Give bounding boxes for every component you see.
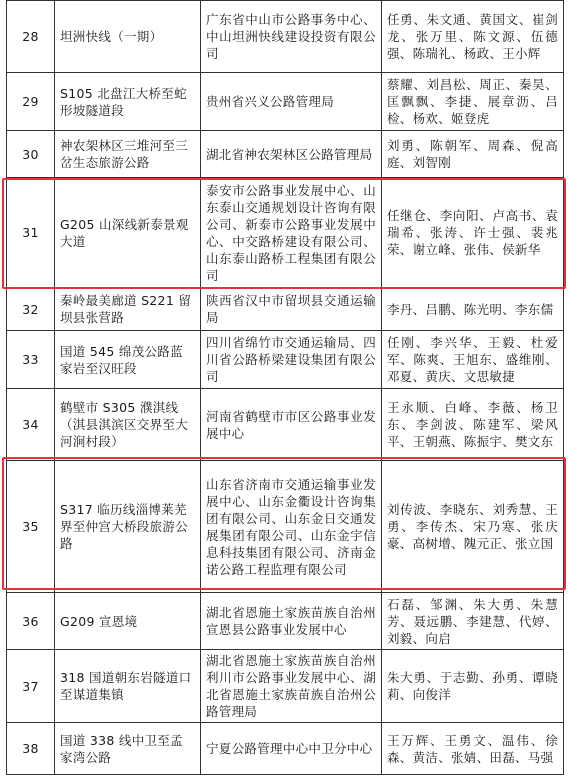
row-number: 28	[7, 1, 55, 73]
table-row	[7, 73, 564, 131]
table-row-highlighted	[7, 461, 564, 593]
personnel-list: 任继仓、李向阳、卢高书、袁瑞希、张涛、许士强、裴兆荣、谢立峰、张伟、侯新华	[382, 178, 564, 288]
project-name: 国道 545 绵茂公路蓝家岩至汉旺段	[55, 331, 201, 389]
table-row	[7, 1, 564, 73]
project-name: 鹤壁市 S305 濮淇线（淇县淇滨区交界至大河涧村段）	[55, 389, 201, 461]
table-row	[7, 389, 564, 461]
responsible-unit: 河南省鹤壁市市区公路事业发展中心	[201, 389, 382, 461]
personnel-list: 李丹、吕鹏、陈光明、李东儒	[382, 288, 564, 331]
personnel-list: 任勇、朱文通、黄国文、崔剑龙、张万里、陈文源、伍德强、陈瑞礼、杨政、王小辉	[382, 1, 564, 73]
responsible-unit: 贵州省兴义公路管理局	[201, 73, 382, 131]
table-row	[7, 723, 564, 775]
table-row	[7, 331, 564, 389]
responsible-unit: 泰安市公路事业发展中心、山东泰山交通规划设计咨询有限公司、新泰市公路事业发展中心、中交路桥建设有限公司、山东泰山路桥工程集团有限公司	[201, 178, 382, 288]
responsible-unit: 山东省济南市交通运输事业发展中心、山东金衢设计咨询集团有限公司、山东金日交通发展集团有限公司、山东金宇信息科技集团有限公司、济南金诺公路工程监理有限公司	[201, 461, 382, 593]
project-name: G209 宣恩境	[55, 593, 201, 650]
responsible-unit: 宁夏公路管理中心中卫分中心	[201, 723, 382, 775]
table-row	[7, 593, 564, 650]
row-number: 35	[7, 461, 55, 593]
table-row	[7, 650, 564, 723]
personnel-list: 刘勇、陈朝军、周森、倪高庭、刘智刚	[382, 131, 564, 178]
roster-body	[7, 1, 564, 775]
project-name: 神农架林区三堆河至三岔生态旅游公路	[55, 131, 201, 178]
row-number: 37	[7, 650, 55, 723]
responsible-unit: 广东省中山市公路事务中心、中山坦洲快线建设投资有限公司	[201, 1, 382, 73]
project-name: S105 北盘江大桥至蛇形坡隧道段	[55, 73, 201, 131]
row-number: 30	[7, 131, 55, 178]
project-name: 318 国道朝东岩隧道口至谋道集镇	[55, 650, 201, 723]
personnel-list: 朱大勇、于志勤、孙勇、谭晓莉、向俊洋	[382, 650, 564, 723]
personnel-list: 刘传波、李晓东、刘秀慧、王勇、李传杰、宋乃寒、张庆豪、高树增、隗元正、张立国	[382, 461, 564, 593]
responsible-unit: 湖北省恩施土家族苗族自治州宣恩县公路事业发展中心	[201, 593, 382, 650]
project-roster-table	[6, 0, 564, 775]
responsible-unit: 陕西省汉中市留坝县交通运输局	[201, 288, 382, 331]
row-number: 29	[7, 73, 55, 131]
personnel-list: 石磊、邹渊、朱大勇、朱慧芳、聂远鹏、李建慧、代婷、刘毅、向启	[382, 593, 564, 650]
personnel-list: 蔡耀、刘昌松、周正、秦昊、匡飘飘、李捷、展章沥、吕检、杨欢、姬登虎	[382, 73, 564, 131]
responsible-unit: 湖北省神农架林区公路管理局	[201, 131, 382, 178]
project-name: G205 山深线新泰景观大道	[55, 178, 201, 288]
personnel-list: 任刚、李兴华、王毅、杜爱军、陈爽、王旭东、盛维刚、邓夏、黄庆、文思敏捷	[382, 331, 564, 389]
responsible-unit: 湖北省恩施土家族苗族自治州利川市公路事业发展中心、湖北省恩施土家族苗族自治州公路管理局	[201, 650, 382, 723]
responsible-unit: 四川省绵竹市交通运输局、四川省公路桥梁建设集团有限公司	[201, 331, 382, 389]
project-name: 秦岭最美廊道 S221 留坝县张营路	[55, 288, 201, 331]
personnel-list: 王万辉、王勇文、温伟、徐森、黄洁、张婧、田磊、马强	[382, 723, 564, 775]
project-name: S317 临历线淄博莱芜界至仲宫大桥段旅游公路	[55, 461, 201, 593]
personnel-list: 王永顺、白峰、李薇、杨卫东、李剑波、陈建军、梁风平、王朝燕、陈振宇、樊文东	[382, 389, 564, 461]
row-number: 31	[7, 178, 55, 288]
row-number: 36	[7, 593, 55, 650]
row-number: 33	[7, 331, 55, 389]
project-name: 坦洲快线（一期）	[55, 1, 201, 73]
row-number: 38	[7, 723, 55, 775]
table-row-highlighted	[7, 178, 564, 288]
table-row	[7, 288, 564, 331]
table-row	[7, 131, 564, 178]
row-number: 34	[7, 389, 55, 461]
project-name: 国道 338 线中卫至孟家湾公路	[55, 723, 201, 775]
row-number: 32	[7, 288, 55, 331]
